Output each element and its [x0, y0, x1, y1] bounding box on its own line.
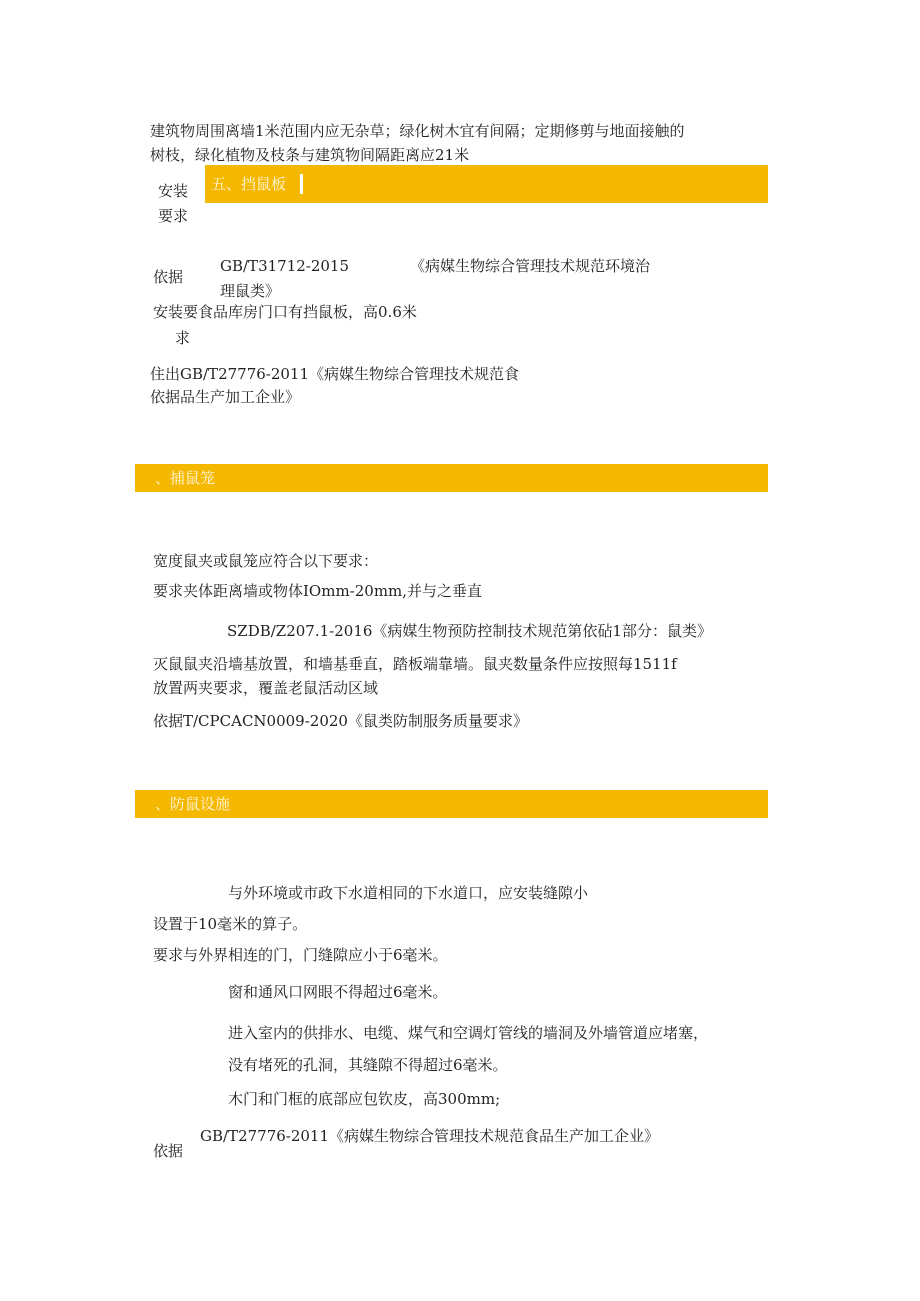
- cage-line-1: 宽度鼠夹或鼠笼应符合以下要求：: [153, 552, 379, 570]
- proofing-line-8: GB/T27776-2011《病媒生物综合管理技术规范食品生产加工企业》: [200, 1127, 660, 1145]
- requirement-line: 安装要食品库房门口有挡鼠板，高0.6米: [153, 303, 417, 321]
- section-title-rat-cage: 、捕鼠笼: [155, 469, 216, 487]
- section-bar-rat-proofing: [135, 790, 768, 818]
- proofing-line-2: 设置于10毫米的算子。: [153, 915, 308, 933]
- basis2-line-1: 住出GB/T27776-2011《病媒生物综合管理技术规范食: [150, 365, 520, 383]
- section-bar-rat-cage: [135, 464, 768, 492]
- basis-standard-title: 《病媒生物综合管理技术规范环境治: [410, 257, 651, 275]
- proofing-line-3: 要求与外界相连的门，门缝隙应小于6毫米。: [153, 946, 448, 964]
- requirement-line-cont: 求: [175, 329, 191, 347]
- proofing-line-4: 窗和通风口网眼不得超过6毫米。: [228, 983, 448, 1001]
- section-title-rat-guard: 五、挡鼠板: [211, 175, 287, 193]
- proofing-line-6: 没有堵死的孔洞，其缝隙不得超过6毫米。: [228, 1056, 508, 1074]
- cage-line-6: 依据T/CPCACN0009-2020《鼠类防制服务质量要求》: [153, 712, 528, 730]
- basis2-line-2: 依据品生产加工企业》: [150, 388, 301, 406]
- section-bar-rat-guard: [205, 165, 768, 203]
- cage-line-3: SZDB/Z207.1-2016《病媒生物预防控制技术规范第依砧1部分：鼠类》: [227, 622, 712, 640]
- text-cursor: [300, 174, 303, 194]
- proofing-line-7: 木门和门框的底部应包钦皮，高300mm;: [228, 1090, 501, 1108]
- proofing-basis-label: 依据: [153, 1142, 184, 1160]
- section-title-rat-proofing: 、防鼠设施: [155, 795, 231, 813]
- cage-line-4: 灭鼠鼠夹沿墙基放置，和墙基垂直，踏板端靠墙。鼠夹数量条件应按照每1511f: [153, 655, 677, 673]
- side-label-requirement: 要求: [158, 207, 189, 225]
- cage-line-2: 要求夹体距离墙或物体IOmm-20mm,并与之垂直: [153, 582, 483, 600]
- intro-line-2: 树枝，绿化植物及枝条与建筑物间隔距离应21米: [150, 146, 470, 164]
- intro-line-1: 建筑物周围离墙1米范围内应无杂草；绿化树木宜有间隔；定期修剪与地面接触的: [150, 122, 685, 140]
- side-label-install: 安装: [158, 182, 189, 200]
- basis-standard-code: GB/T31712-2015: [220, 257, 350, 275]
- proofing-line-1: 与外环境或市政下水道相同的下水道口，应安装缝隙小: [228, 884, 589, 902]
- basis-standard-title-cont: 理鼠类》: [220, 282, 281, 300]
- cage-line-5: 放置两夹要求，覆盖老鼠活动区域: [153, 679, 379, 697]
- proofing-line-5: 进入室内的供排水、电缆、煤气和空调灯管线的墙洞及外墙管道应堵塞，: [228, 1024, 709, 1042]
- basis-label: 依据: [153, 268, 184, 286]
